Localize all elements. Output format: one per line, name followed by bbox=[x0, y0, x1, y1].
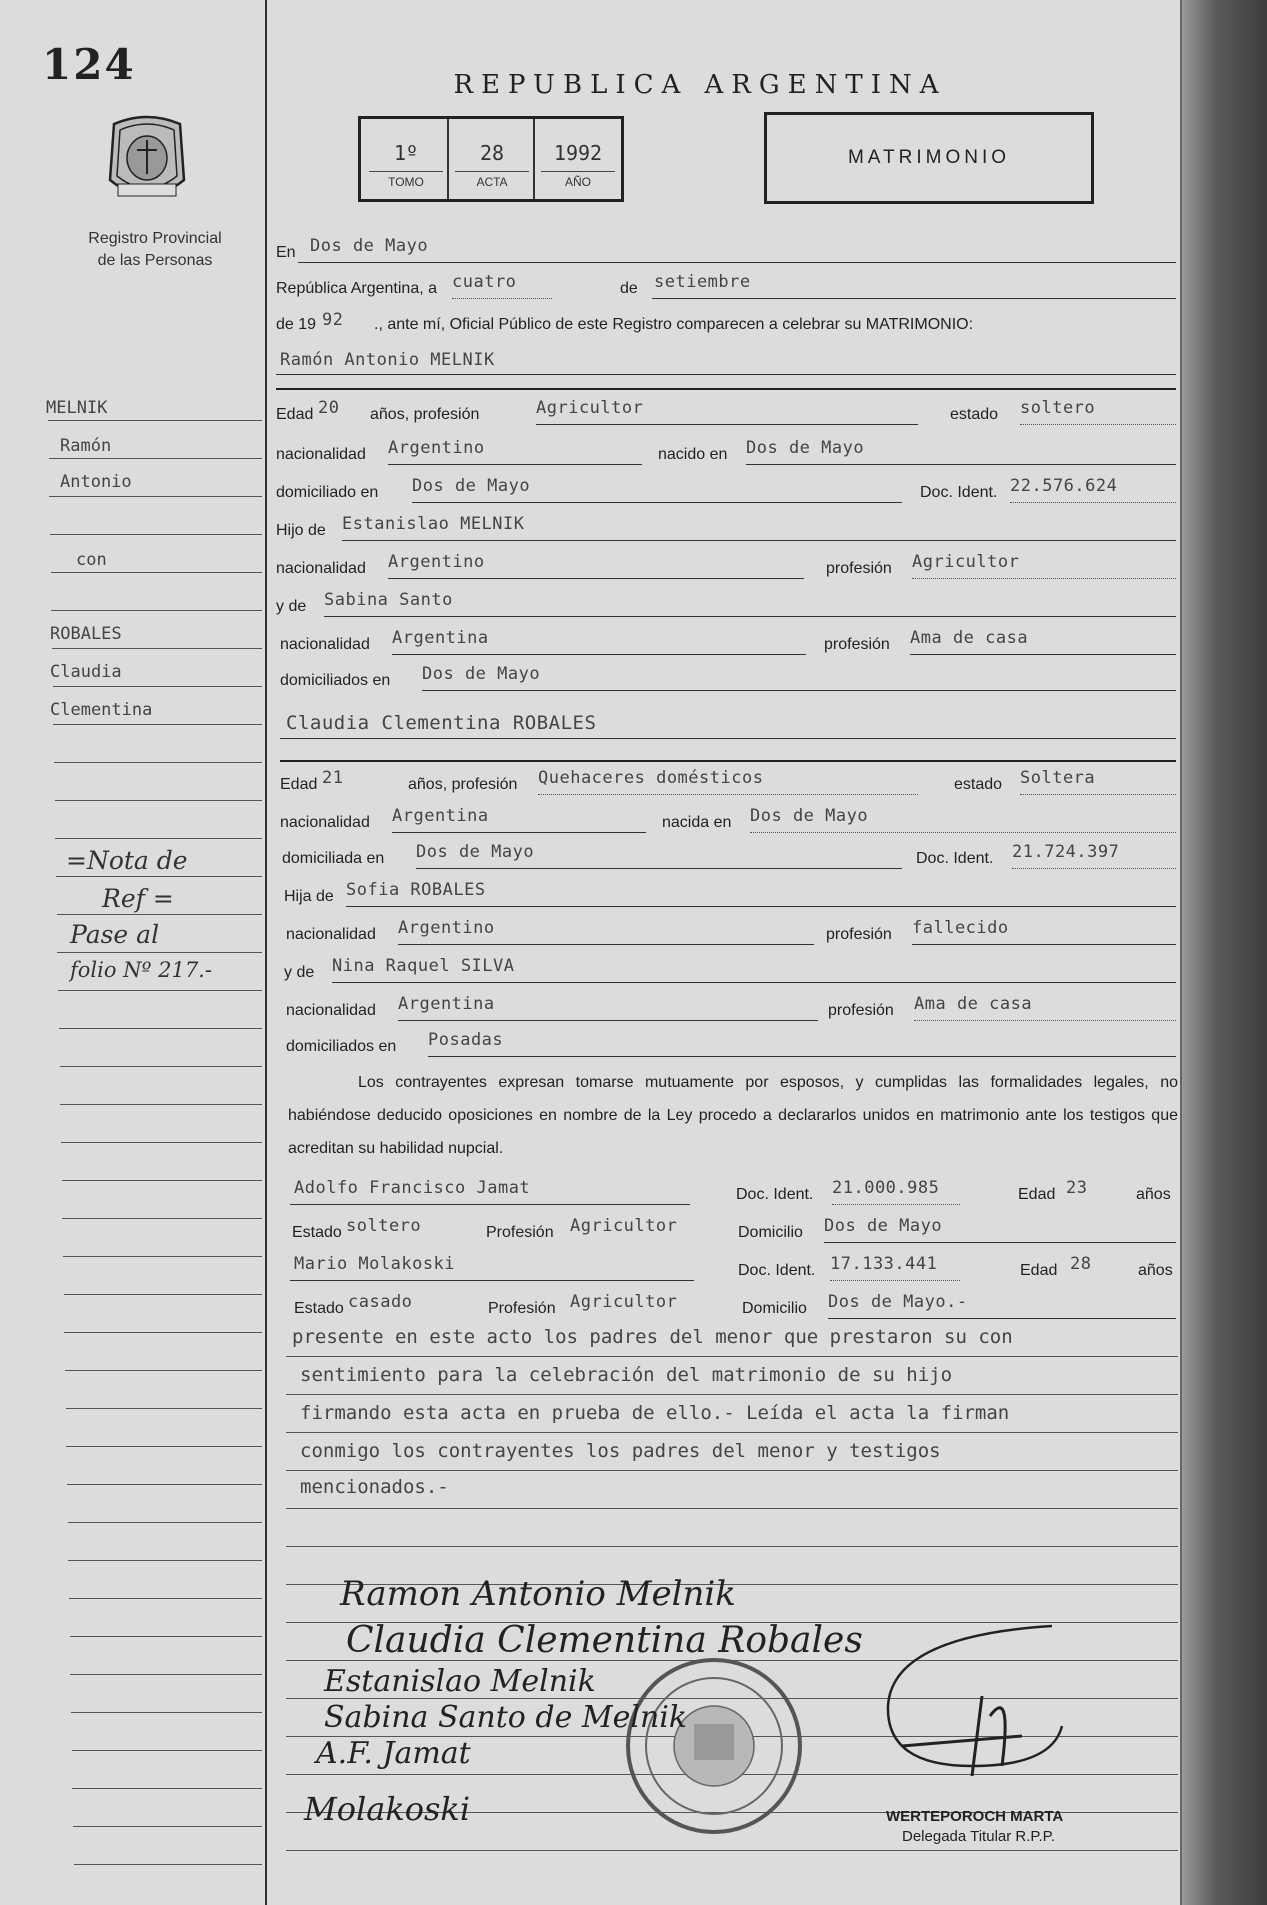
margin-ruled-line bbox=[61, 1142, 262, 1143]
witness2-name-row bbox=[276, 1254, 1176, 1284]
note-line: presente en este acto los padres del menor que prestaron su con bbox=[292, 1326, 1013, 1348]
margin-ruled-line bbox=[51, 610, 262, 611]
margin-ruled-line bbox=[70, 1674, 262, 1675]
year-prefix: de 19 bbox=[276, 316, 317, 333]
groom-profession: Agricultor bbox=[536, 398, 644, 418]
signature-groom: Ramon Antonio Melnik bbox=[340, 1574, 736, 1614]
groom-mother: Sabina Santo bbox=[324, 590, 453, 610]
place-value: Dos de Mayo bbox=[310, 236, 429, 256]
groom-estado-label: estado bbox=[950, 406, 999, 423]
margin-con: con bbox=[76, 550, 107, 570]
anio-cell bbox=[535, 127, 621, 193]
witness1-name: Adolfo Francisco Jamat bbox=[294, 1178, 531, 1198]
note-line: mencionados.- bbox=[300, 1476, 449, 1498]
witness2-prof-label: Profesión bbox=[488, 1300, 556, 1317]
margin-ruled-line bbox=[64, 1294, 262, 1295]
margin-ruled-line bbox=[60, 1066, 262, 1067]
margin-ruled-line bbox=[50, 534, 262, 535]
bride-doc: 21.724.397 bbox=[1012, 842, 1120, 862]
bride-mother: Nina Raquel SILVA bbox=[332, 956, 515, 976]
margin-ruled-line bbox=[69, 1598, 262, 1599]
witness1-name-row bbox=[276, 1178, 1176, 1208]
witness2-detail-row bbox=[276, 1292, 1176, 1322]
margin-surname2: ROBALES bbox=[50, 624, 122, 644]
margin-ruled-line bbox=[53, 724, 262, 725]
groom-domicile: Dos de Mayo bbox=[412, 476, 531, 496]
margin-ruled-line bbox=[62, 1180, 262, 1181]
margin-ruled-line bbox=[62, 1218, 262, 1219]
note-line: firmando esta acta en prueba de ello.- Leída el acta la firman bbox=[300, 1402, 1010, 1424]
groom-doc-label: Doc. Ident. bbox=[920, 484, 998, 501]
margin-ruled-line bbox=[53, 686, 262, 687]
margin-ruled-line bbox=[55, 800, 262, 801]
margin-ruled-line bbox=[68, 1560, 262, 1561]
bride-profession: Quehaceres domésticos bbox=[538, 768, 764, 788]
witness2-age: 28 bbox=[1070, 1254, 1092, 1274]
ruled-line bbox=[286, 1356, 1178, 1357]
bride-mother-nat: Argentina bbox=[398, 994, 495, 1014]
provincial-seal-icon bbox=[104, 110, 190, 210]
margin-ruled-line bbox=[55, 838, 262, 839]
page-number: 124 bbox=[42, 40, 136, 89]
acta-label: ACTA bbox=[476, 175, 508, 189]
bride-dom-label: domiciliada en bbox=[282, 850, 385, 867]
groom-mother-prof-label: profesión bbox=[824, 636, 890, 653]
margin-ruled-line bbox=[48, 420, 262, 421]
bride-yde-label: y de bbox=[284, 964, 315, 981]
bride-mother-nat-row bbox=[276, 994, 1176, 1024]
margin-name1: Ramón bbox=[60, 436, 112, 456]
bride-mother-row bbox=[276, 956, 1176, 986]
witness1-profession: Agricultor bbox=[570, 1216, 678, 1236]
bride-mother-prof-label: profesión bbox=[828, 1002, 894, 1019]
groom-nat-row bbox=[276, 438, 1176, 468]
official-name: WERTEPOROCH MARTA bbox=[886, 1808, 1064, 1825]
margin-ruled-line bbox=[58, 990, 262, 991]
groom-nac-label: nacionalidad bbox=[276, 446, 366, 463]
groom-name-row bbox=[276, 350, 1176, 380]
bride-father-row bbox=[276, 880, 1176, 910]
registry-name bbox=[40, 228, 270, 272]
witness2-name: Mario Molakoski bbox=[294, 1254, 456, 1274]
witness1-domicile: Dos de Mayo bbox=[824, 1216, 943, 1236]
signature-witness1: A.F. Jamat bbox=[316, 1736, 471, 1771]
left-margin-rule bbox=[265, 0, 267, 1905]
intro-tail: ., ante mí, Oficial Público de este Registro comparecen a celebrar su MATRIMONIO: bbox=[374, 316, 974, 333]
registry-line-1: Registro Provincial bbox=[88, 230, 222, 247]
groom-dom-label: domiciliado en bbox=[276, 484, 379, 501]
bride-mother-prof: Ama de casa bbox=[914, 994, 1033, 1014]
groom-father-prof: Agricultor bbox=[912, 552, 1020, 572]
groom-age-row bbox=[276, 398, 1176, 428]
witness1-edad-label: Edad bbox=[1018, 1186, 1056, 1203]
margin-ruled-line bbox=[56, 876, 262, 877]
margin-name4: Clementina bbox=[50, 700, 153, 720]
margin-ruled-line bbox=[59, 1028, 262, 1029]
witness1-age: 23 bbox=[1066, 1178, 1088, 1198]
witness1-prof-label: Profesión bbox=[486, 1224, 554, 1241]
margin-ruled-line bbox=[54, 762, 262, 763]
bride-age: 21 bbox=[322, 768, 344, 788]
month-value: setiembre bbox=[654, 272, 751, 292]
witness1-status: soltero bbox=[346, 1216, 422, 1236]
margin-ruled-line bbox=[51, 572, 262, 573]
groom-status: soltero bbox=[1020, 398, 1096, 418]
witness1-detail-row bbox=[276, 1216, 1176, 1246]
bride-birthplace: Dos de Mayo bbox=[750, 806, 869, 826]
declaration-text: Los contrayentes expresan tomarse mutuamente por esposos, y cumplidas las formalidades legales, no habiéndose deducido oposiciones en nombre de la Ley procedo a declararlos unidos en matrimonio ante los testigos que acreditan su habilidad nupcial. bbox=[288, 1074, 1178, 1157]
margin-ruled-line bbox=[49, 496, 262, 497]
groom-father-nat: Argentino bbox=[388, 552, 485, 572]
intro-place-row bbox=[276, 236, 1176, 266]
groom-full-name: Ramón Antonio MELNIK bbox=[280, 350, 495, 370]
groom-father-prof-label: profesión bbox=[826, 560, 892, 577]
margin-ruled-line bbox=[71, 1712, 262, 1713]
margin-ruled-line bbox=[64, 1332, 262, 1333]
margin-ruled-line bbox=[70, 1636, 262, 1637]
witness2-doc: 17.133.441 bbox=[830, 1254, 938, 1274]
bride-parents-dom: Posadas bbox=[428, 1030, 504, 1050]
margin-ruled-line bbox=[72, 1750, 262, 1751]
groom-age: 20 bbox=[318, 398, 340, 418]
bride-nat-row bbox=[276, 806, 1176, 836]
witness1-doc: 21.000.985 bbox=[832, 1178, 940, 1198]
bride-full-name: Claudia Clementina ROBALES bbox=[286, 712, 597, 734]
groom-mother-row bbox=[276, 590, 1176, 620]
witness1-anos: años bbox=[1136, 1186, 1171, 1203]
volume-box bbox=[358, 116, 624, 202]
bride-dom-row bbox=[276, 842, 1176, 872]
margin-ruled-line bbox=[63, 1256, 262, 1257]
witness2-edad-label: Edad bbox=[1020, 1262, 1058, 1279]
margin-ruled-line bbox=[74, 1864, 262, 1865]
de-label: de bbox=[620, 280, 638, 297]
groom-yde-label: y de bbox=[276, 598, 307, 615]
bride-father-prof: fallecido bbox=[912, 918, 1009, 938]
margin-ruled-line bbox=[65, 1370, 262, 1371]
ruled-line bbox=[286, 1850, 1178, 1851]
witness2-anos: años bbox=[1138, 1262, 1173, 1279]
bride-doc-label: Doc. Ident. bbox=[916, 850, 994, 867]
intro-year-row bbox=[276, 308, 1176, 338]
bride-doms-label: domiciliados en bbox=[286, 1038, 397, 1055]
act-type: MATRIMONIO bbox=[847, 147, 1011, 168]
day-value: cuatro bbox=[452, 272, 517, 292]
groom-doms-label: domiciliados en bbox=[280, 672, 391, 689]
margin-ruled-line bbox=[52, 648, 262, 649]
witness2-estado-label: Estado bbox=[294, 1300, 344, 1317]
en-label: En bbox=[276, 244, 296, 261]
witness1-dom-label: Domicilio bbox=[738, 1224, 803, 1241]
country-title: REPUBLICA ARGENTINA bbox=[453, 70, 947, 100]
note-line: sentimiento para la celebración del matrimonio de su hijo bbox=[300, 1364, 953, 1386]
act-type-box bbox=[764, 112, 1094, 204]
margin-note-line3: Pase al bbox=[70, 920, 160, 949]
groom-dom-row bbox=[276, 476, 1176, 506]
bride-estado-label: estado bbox=[954, 776, 1003, 793]
signature-witness2: Molakoski bbox=[304, 1790, 471, 1828]
witness1-doc-label: Doc. Ident. bbox=[736, 1186, 814, 1203]
bride-name-row bbox=[276, 712, 1176, 742]
witness2-doc-label: Doc. Ident. bbox=[738, 1262, 816, 1279]
tomo-label: TOMO bbox=[388, 175, 424, 189]
groom-birthplace: Dos de Mayo bbox=[746, 438, 865, 458]
bride-mother-nac-label: nacionalidad bbox=[286, 1002, 376, 1019]
note-line: conmigo los contrayentes los padres del menor y testigos bbox=[300, 1440, 941, 1462]
groom-mother-nat-row bbox=[276, 628, 1176, 658]
witness2-domicile: Dos de Mayo.- bbox=[828, 1292, 968, 1312]
acta-cell bbox=[449, 127, 535, 193]
groom-born-label: nacido en bbox=[658, 446, 728, 463]
groom-nationality: Argentino bbox=[388, 438, 485, 458]
intro-date-row bbox=[276, 272, 1176, 302]
bride-edad-label: Edad bbox=[280, 776, 318, 793]
bride-father: Sofia ROBALES bbox=[346, 880, 486, 900]
tomo-cell bbox=[363, 127, 449, 193]
margin-ruled-line bbox=[68, 1522, 262, 1523]
declaration-paragraph bbox=[288, 1066, 1178, 1165]
margin-ruled-line bbox=[67, 1484, 262, 1485]
witness1-estado-label: Estado bbox=[292, 1224, 342, 1241]
ruled-line bbox=[286, 1432, 1178, 1433]
margin-ruled-line bbox=[72, 1788, 262, 1789]
groom-mother-prof: Ama de casa bbox=[910, 628, 1029, 648]
margin-ruled-line bbox=[66, 1446, 262, 1447]
margin-ruled-line bbox=[73, 1826, 262, 1827]
groom-edad-label: Edad bbox=[276, 406, 314, 423]
rep-label: República Argentina, a bbox=[276, 280, 437, 297]
groom-parents-dom-row bbox=[276, 664, 1176, 694]
witness2-status: casado bbox=[348, 1292, 413, 1312]
bride-father-nat: Argentino bbox=[398, 918, 495, 938]
anio-label: AÑO bbox=[564, 175, 591, 189]
groom-mother-nac-label: nacionalidad bbox=[280, 636, 370, 653]
bride-nac-label: nacionalidad bbox=[280, 814, 370, 831]
official-signature-icon bbox=[872, 1616, 1112, 1796]
margin-name3: Claudia bbox=[50, 662, 122, 682]
margin-ruled-line bbox=[66, 1408, 262, 1409]
bride-anos-label: años, profesión bbox=[408, 776, 518, 793]
groom-parents-dom: Dos de Mayo bbox=[422, 664, 541, 684]
bride-hija-label: Hija de bbox=[284, 888, 334, 905]
groom-father-nac-label: nacionalidad bbox=[276, 560, 366, 577]
margin-ruled-line bbox=[57, 914, 262, 915]
margin-name2: Antonio bbox=[60, 472, 132, 492]
ruled-line bbox=[286, 1546, 1178, 1547]
margin-note-line1: =Nota de bbox=[66, 846, 188, 875]
groom-father: Estanislao MELNIK bbox=[342, 514, 525, 534]
bride-age-row bbox=[276, 768, 1176, 798]
book-binding-edge bbox=[1182, 0, 1267, 1905]
tomo-value: 1º bbox=[393, 141, 419, 165]
year-suffix: 92 bbox=[322, 310, 344, 330]
bride-born-label: nacida en bbox=[662, 814, 732, 831]
signature-groom-mother: Sabina Santo de Melnik bbox=[324, 1700, 688, 1735]
bride-parents-dom-row bbox=[276, 1030, 1176, 1060]
bride-nationality: Argentina bbox=[392, 806, 489, 826]
bride-status: Soltera bbox=[1020, 768, 1096, 788]
bride-domicile: Dos de Mayo bbox=[416, 842, 535, 862]
groom-father-nat-row bbox=[276, 552, 1176, 582]
groom-father-row bbox=[276, 514, 1176, 544]
bride-father-nac-label: nacionalidad bbox=[286, 926, 376, 943]
bride-father-nat-row bbox=[276, 918, 1176, 948]
groom-hijo-label: Hijo de bbox=[276, 522, 326, 539]
ruled-line bbox=[286, 1394, 1178, 1395]
margin-surname: MELNIK bbox=[46, 398, 108, 418]
groom-mother-nat: Argentina bbox=[392, 628, 489, 648]
acta-value: 28 bbox=[479, 141, 505, 165]
official-stamp-icon bbox=[622, 1654, 806, 1838]
ruled-line bbox=[286, 1508, 1178, 1509]
groom-anos-label: años, profesión bbox=[370, 406, 480, 423]
groom-doc: 22.576.624 bbox=[1010, 476, 1118, 496]
official-title: Delegada Titular R.P.P. bbox=[902, 1828, 1055, 1845]
margin-ruled-line bbox=[49, 458, 262, 459]
witness2-dom-label: Domicilio bbox=[742, 1300, 807, 1317]
bride-father-prof-label: profesión bbox=[826, 926, 892, 943]
ruled-line bbox=[286, 1470, 1178, 1471]
margin-ruled-line bbox=[60, 1104, 262, 1105]
margin-note-line2: Ref = bbox=[102, 884, 174, 913]
witness2-profession: Agricultor bbox=[570, 1292, 678, 1312]
signature-groom-father: Estanislao Melnik bbox=[324, 1664, 596, 1699]
registry-line-2: de las Personas bbox=[97, 252, 213, 269]
margin-note-line4: folio Nº 217.- bbox=[70, 958, 212, 982]
anio-value: 1992 bbox=[553, 141, 603, 165]
margin-ruled-line bbox=[57, 952, 262, 953]
signature-bride: Claudia Clementina Robales bbox=[346, 1620, 863, 1661]
